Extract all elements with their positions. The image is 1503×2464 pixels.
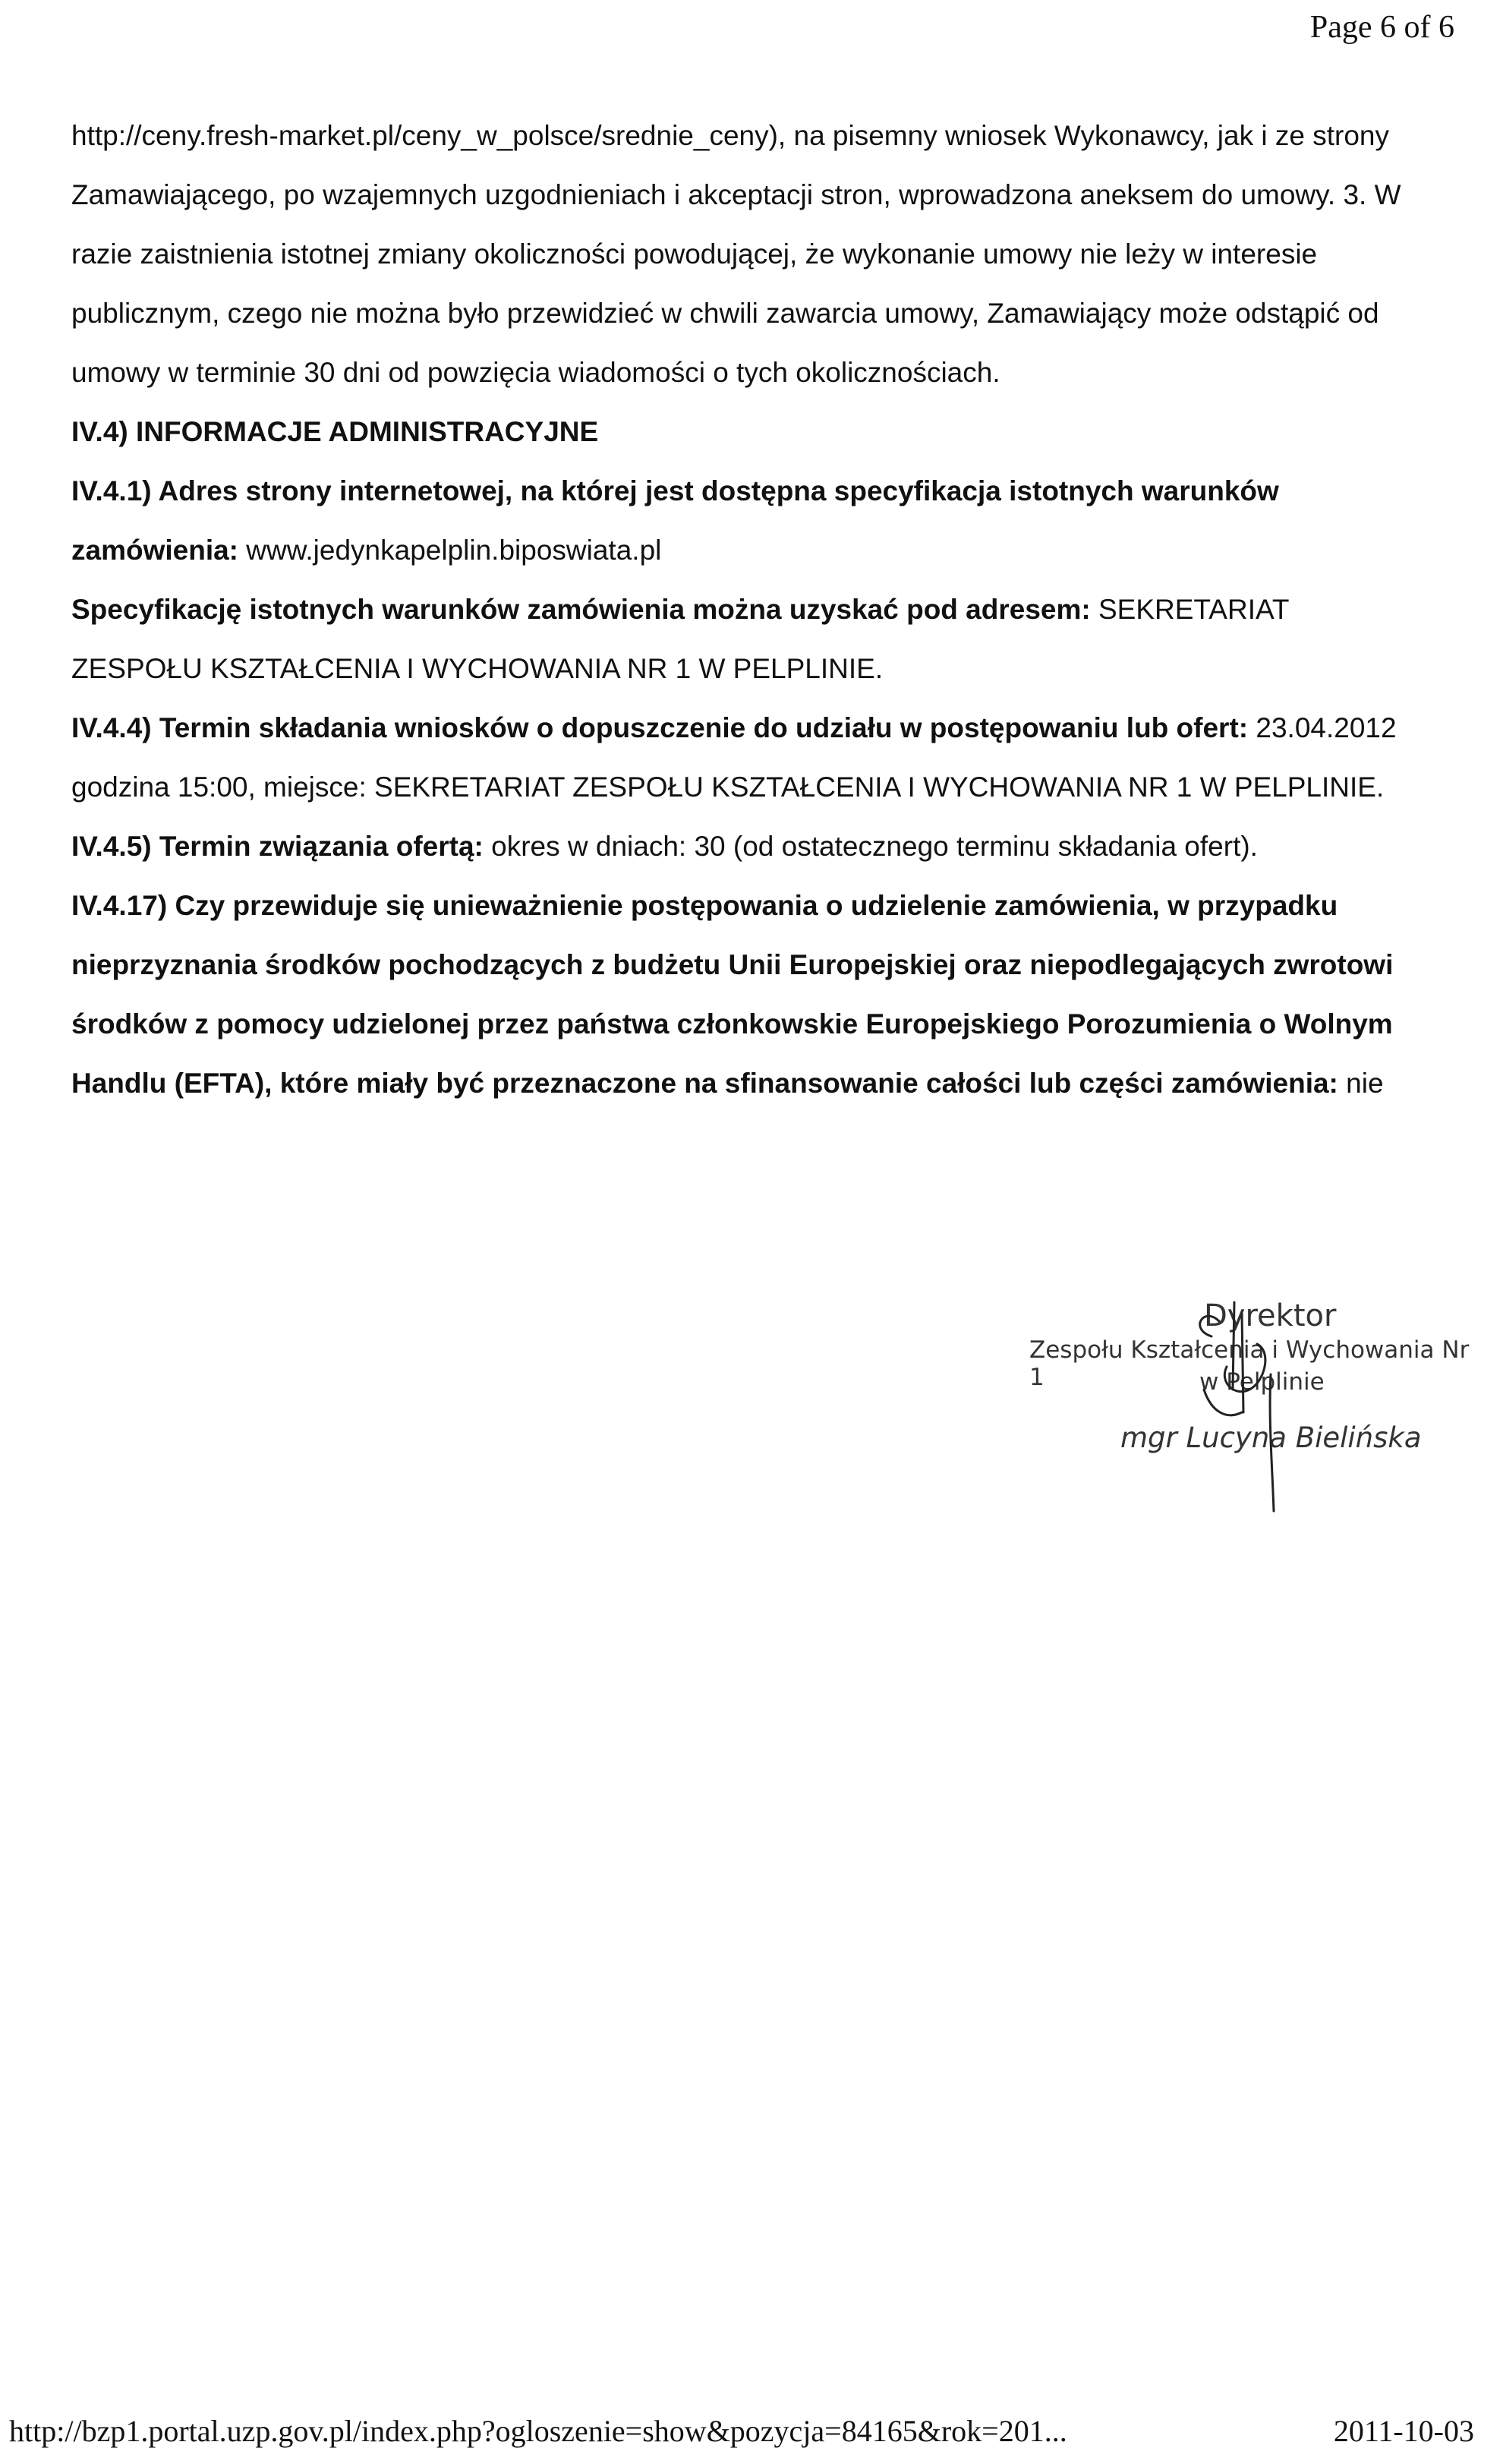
item-4-4-1-value: www.jedynkapelplin.biposwiata.pl bbox=[238, 535, 662, 566]
director-stamp bbox=[1029, 1298, 1485, 1549]
item-4-4-5-value: okres w dniach: 30 (od ostatecznego terminu składania ofert). bbox=[483, 831, 1258, 862]
section-heading: IV.4) INFORMACJE ADMINISTRACYJNE bbox=[71, 416, 599, 447]
footer-url: http://bzp1.portal.uzp.gov.pl/index.php?ogloszenie=show&pozycja=84165&rok=201... bbox=[9, 2414, 1067, 2448]
item-4-4-5-label: IV.4.5) Termin związania ofertą: bbox=[71, 831, 484, 862]
item-4-4-17-last-line bbox=[71, 1069, 1460, 1097]
item-4-4-5-line bbox=[71, 832, 1460, 860]
spec-line1 bbox=[71, 595, 1460, 623]
item-4-4-1-line2 bbox=[71, 536, 1460, 564]
item-4-4-4-line2: godzina 15:00, miejsce: SEKRETARIAT ZESPOŁU KSZTAŁCENIA I WYCHOWANIA NR 1 W PELPLINIE. bbox=[71, 771, 1385, 803]
item-4-4-17-value: nie bbox=[1338, 1068, 1384, 1099]
body-line: umowy w terminie 30 dni od powzięcia wiadomości o tych okolicznościach. bbox=[71, 357, 1000, 388]
spec-value: SEKRETARIAT bbox=[1090, 594, 1290, 625]
item-4-4-1-line1: IV.4.1) Adres strony internetowej, na której jest dostępna specyfikacja istotnych warunków bbox=[71, 475, 1279, 506]
item-4-4-4-line1 bbox=[71, 714, 1460, 742]
item-4-4-17-line: IV.4.17) Czy przewiduje się unieważnienie postępowania o udzielenie zamówienia, w przypadku bbox=[71, 890, 1338, 921]
spec-line2: ZESPOŁU KSZTAŁCENIA I WYCHOWANIA NR 1 W PELPLINIE. bbox=[71, 653, 884, 684]
spec-label: Specyfikację istotnych warunków zamówienia można uzyskać pod adresem: bbox=[71, 594, 1091, 625]
item-4-4-17-line: środków z pomocy udzielonej przez państwa członkowskie Europejskiego Porozumienia o Wolnym bbox=[71, 1008, 1393, 1040]
body-line: razie zaistnienia istotnej zmiany okoliczności powodującej, że wykonanie umowy nie leży w interesie bbox=[71, 238, 1318, 270]
item-4-4-4-value: 23.04.2012 bbox=[1248, 712, 1397, 743]
page-number: Page 6 of 6 bbox=[1309, 10, 1454, 45]
body-line: Zamawiającego, po wzajemnych uzgodnieniach i akceptacji stron, wprowadzona aneksem do umowy. 3. W bbox=[71, 179, 1401, 210]
stamp-name: mgr Lucyna Bielińska bbox=[1120, 1421, 1422, 1454]
body-line: http://ceny.fresh-market.pl/ceny_w_polsce/srednie_ceny), na pisemny wniosek Wykonawcy, jak i ze strony bbox=[71, 120, 1389, 151]
stamp-title: Dyrektor bbox=[1204, 1298, 1337, 1333]
item-4-4-17-line: nieprzyznania środków pochodzących z budżetu Unii Europejskiej oraz niepodlegających zwrotowi bbox=[71, 949, 1394, 980]
item-4-4-17-label: Handlu (EFTA), które miały być przeznaczone na sfinansowanie całości lub części zamówienia: bbox=[71, 1068, 1338, 1099]
document-body bbox=[71, 121, 1460, 1128]
footer-date: 2011-10-03 bbox=[1333, 2414, 1474, 2448]
handwritten-signature-icon bbox=[1029, 1298, 1485, 1549]
stamp-location: w Pelplinie bbox=[1199, 1368, 1325, 1396]
body-line: publicznym, czego nie można było przewidzieć w chwili zawarcia umowy, Zamawiający może odstąpić od bbox=[71, 298, 1379, 329]
stamp-institution: Zespołu Kształcenia i Wychowania Nr 1 bbox=[1029, 1336, 1470, 1391]
item-4-4-1-label: zamówienia: bbox=[71, 535, 238, 566]
item-4-4-4-label: IV.4.4) Termin składania wniosków o dopuszczenie do udziału w postępowaniu lub ofert: bbox=[71, 712, 1249, 743]
